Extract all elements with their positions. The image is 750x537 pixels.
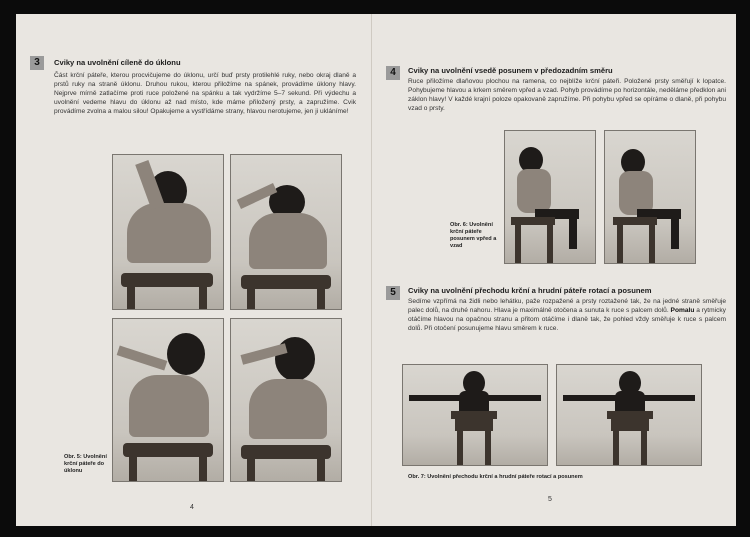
photo-rotation-right [556,364,702,466]
page-number-right: 5 [548,496,552,503]
section-text-3: Část krční páteře, kterou procvičujeme do úklonu, určí buď prsty protilehlé ruky, nebo okraj dlaně a prstů ruky na straně úklonu. Druhou rukou, kterou přiložíme na spánek, provádíme úklony hlavy. Nejprve mírně zatlačíme proti ruce položené na spánku a tak vydržíme 5–7 sekund. Při výdechu a uvolnění vedeme hlavu do úklonu až nad místo, kde máme přiložený prsty, a zapružíme. Cvik provádíme zvolna a malou silou! Opakujeme a vystřídáme strany, hlavou nerotujeme, jen ji ukláníme! [54,72,356,115]
photo-side-bend-4 [230,318,342,482]
section-title-4: Cviky na uvolnění vsedě posunem v předozadním směru [408,66,613,75]
photo-side-bend-3 [112,318,224,482]
caption-figure-5: Obr. 5: Uvolnění krční páteře do úklonu [64,454,107,474]
caption-figure-6: Obr. 6: Uvolnění krční páteře posunem vpřed a vzad [450,222,497,249]
section-number-5: 5 [386,286,400,300]
photo-side-bend-2 [230,154,342,310]
section-title-3: Cviky na uvolnění cíleně do úklonu [54,58,181,67]
page-number-left: 4 [190,504,194,511]
photo-side-bend-1 [112,154,224,310]
photo-rotation-left [402,364,548,466]
photo-forward-shift [504,130,596,264]
section-text-5: Sedíme vzpřímá na židli nebo lehátku, paže rozpažené a prsty roztažené tak, že na jedné straně směřuje palec dolů, na druhé nahoru. Hlava je maximálně otočena a sunuta k ruce s palcem dolů. Pomalu a rytmicky otáčíme hlavou na opačnou stranu a přitom otáčíme i dlaně tak, že pohled vždy směřuje k ruce s palcem dolů. Při otočení posunujeme hlavu směrem k ruce. [408,298,726,332]
left-page [16,14,372,526]
caption-figure-7: Obr. 7: Uvolnění přechodu krční a hrudní páteře rotací a posunem [408,474,583,480]
section-text-4: Ruce přiložíme dlaňovou plochou na ramena, co nejblíže krční páteři. Položené prsty směřují k lopatce. Pohybujeme hlavou a krkem směrem vpřed a vzad. Pohyb provádíme po horizontále, neděláme předklon ani záklon hlavy! V každé krajní poloze opakovaně zapružíme. Při pohybu vpřed se opíráme o dlaně, při pohybu vzad o prsty. [408,78,726,112]
right-page [372,14,736,526]
section-number-4: 4 [386,66,400,80]
photo-backward-shift [604,130,696,264]
section-number-3: 3 [30,56,44,70]
section-title-5: Cviky na uvolnění přechodu krční a hrudní páteře rotací a posunem [408,286,652,295]
